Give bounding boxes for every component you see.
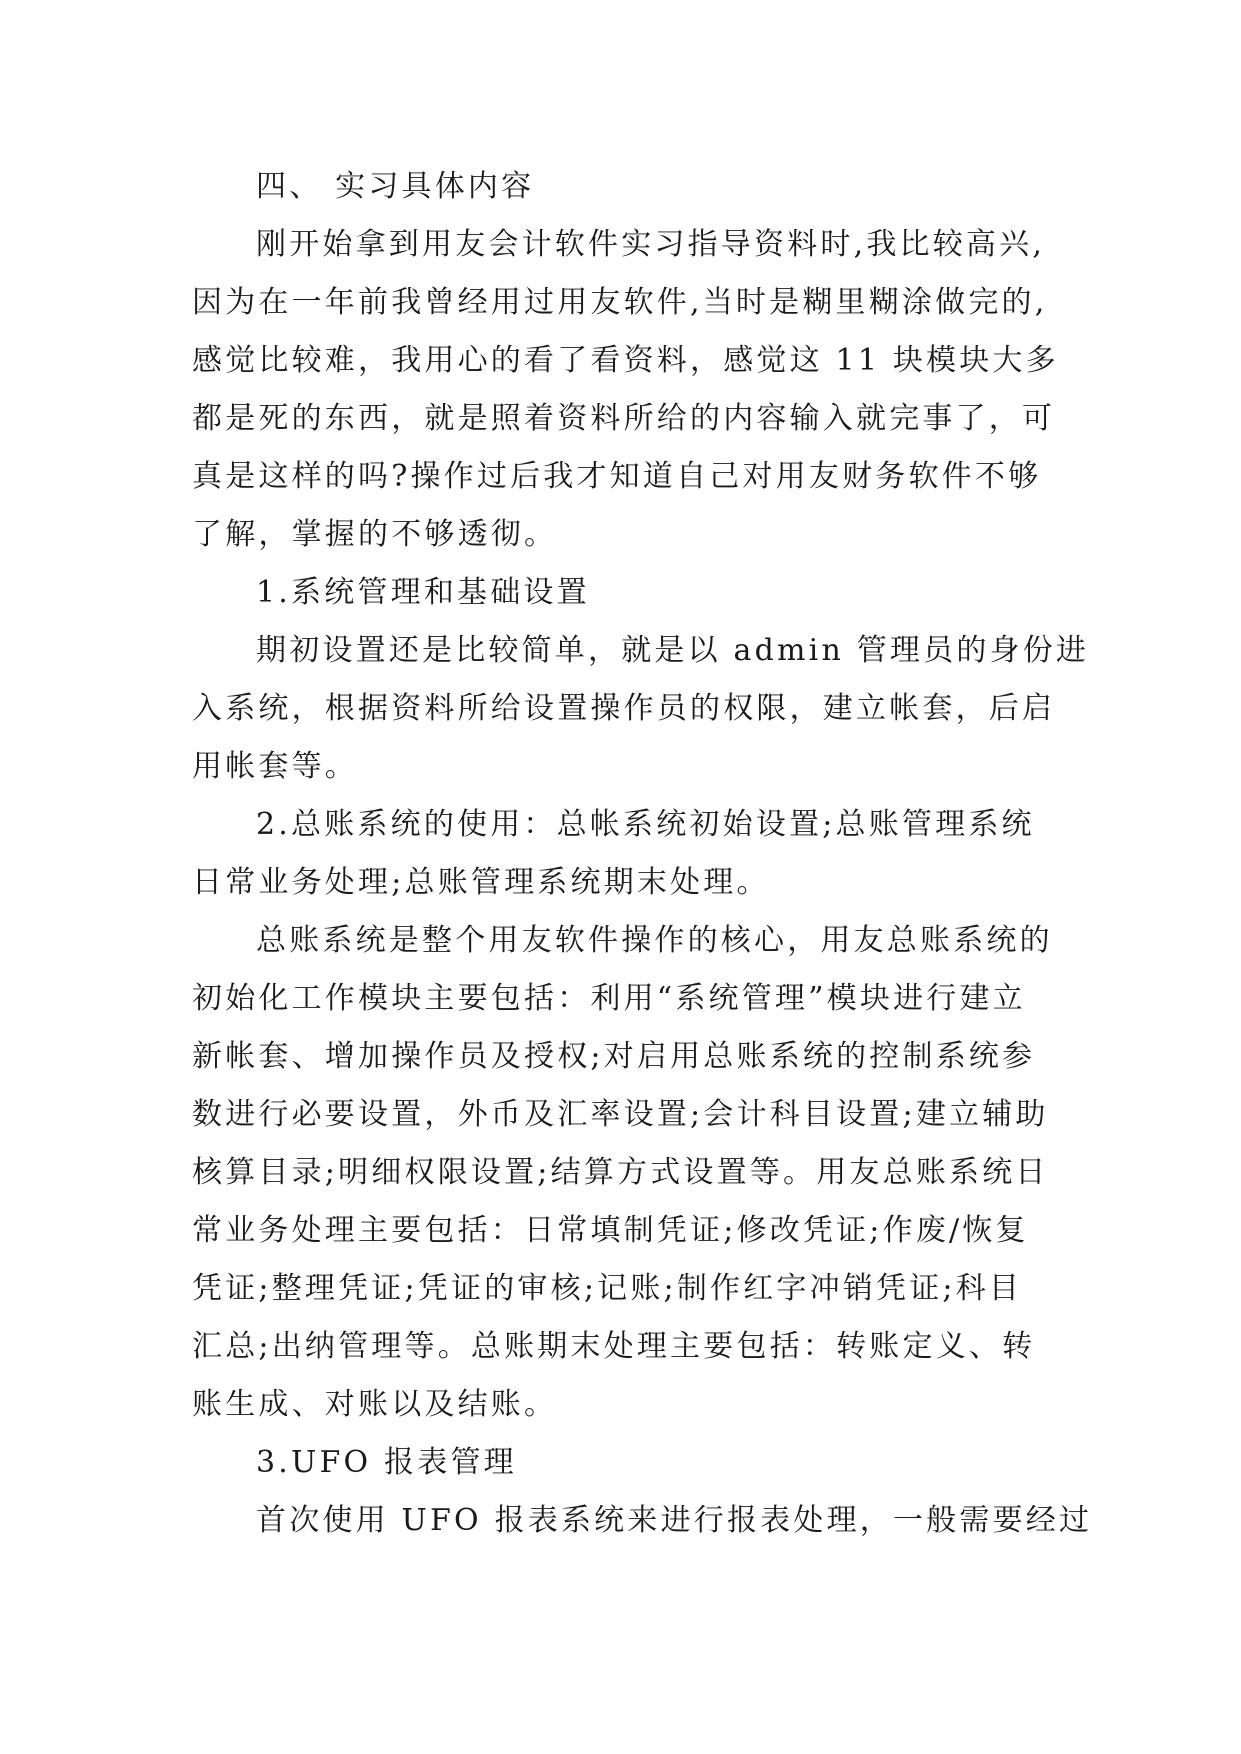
paragraph-line: 初始化工作模块主要包括：利用“系统管理”模块进行建立 [192, 981, 1026, 1016]
item-2-heading [192, 796, 1092, 912]
item-3-paragraph [192, 1492, 1092, 1550]
paragraph-line: 总账系统是整个用友软件操作的核心，用友总账系统的 [256, 923, 1053, 958]
paragraph-line: 凭证;整理凭证;凭证的审核;记账;制作红字冲销凭证;科目 [192, 1271, 1023, 1306]
heading-line: 日常业务处理;总账管理系统期末处理。 [192, 865, 770, 900]
paragraph-line: 核算目录;明细权限设置;结算方式设置等。用友总账系统日 [192, 1155, 1049, 1190]
paragraph-line: 期初设置还是比较简单，就是以 admin 管理员的身份进 [256, 633, 1090, 668]
paragraph-line: 刚开始拿到用友会计软件实习指导资料时,我比较高兴, [256, 227, 1046, 262]
paragraph-line: 数进行必要设置，外币及汇率设置;会计科目设置;建立辅助 [192, 1097, 1049, 1132]
item-1-heading: 1.系统管理和基础设置 [256, 575, 590, 610]
paragraph-line: 真是这样的吗?操作过后我才知道自己对用友财务软件不够 [192, 459, 1042, 494]
paragraph-line: 感觉比较难，我用心的看了看资料，感觉这 11 块模块大多 [192, 343, 1059, 378]
paragraph-line: 因为在一年前我曾经用过用友软件,当时是糊里糊涂做完的, [192, 285, 1048, 320]
paragraph-line: 都是死的东西，就是照着资料所给的内容输入就完事了，可 [192, 401, 1056, 436]
paragraph-line: 汇总;出纳管理等。总账期末处理主要包括：转账定义、转 [192, 1329, 1036, 1364]
paragraph-line: 首次使用 UFO 报表系统来进行报表处理，一般需要经过 [256, 1503, 1093, 1538]
paragraph-line: 入系统，根据资料所给设置操作员的权限，建立帐套，后启 [192, 691, 1056, 726]
intro-paragraph [192, 216, 1092, 564]
item-2-paragraph [192, 912, 1092, 1434]
paragraph-line: 新帐套、增加操作员及授权;对启用总账系统的控制系统参 [192, 1039, 1036, 1074]
section-heading: 四、 实习具体内容 [256, 169, 535, 204]
paragraph-line: 用帐套等。 [192, 749, 358, 784]
paragraph-line: 了解，掌握的不够透彻。 [192, 517, 558, 552]
document-body [192, 158, 1092, 1550]
item-3-heading: 3.UFO 报表管理 [256, 1445, 517, 1480]
paragraph-line: 常业务处理主要包括：日常填制凭证;修改凭证;作废/恢复 [192, 1213, 1029, 1248]
paragraph-line: 账生成、对账以及结账。 [192, 1387, 558, 1422]
heading-line: 2.总账系统的使用：总帐系统初始设置;总账管理系统 [256, 807, 1035, 842]
item-1-paragraph [192, 622, 1092, 796]
